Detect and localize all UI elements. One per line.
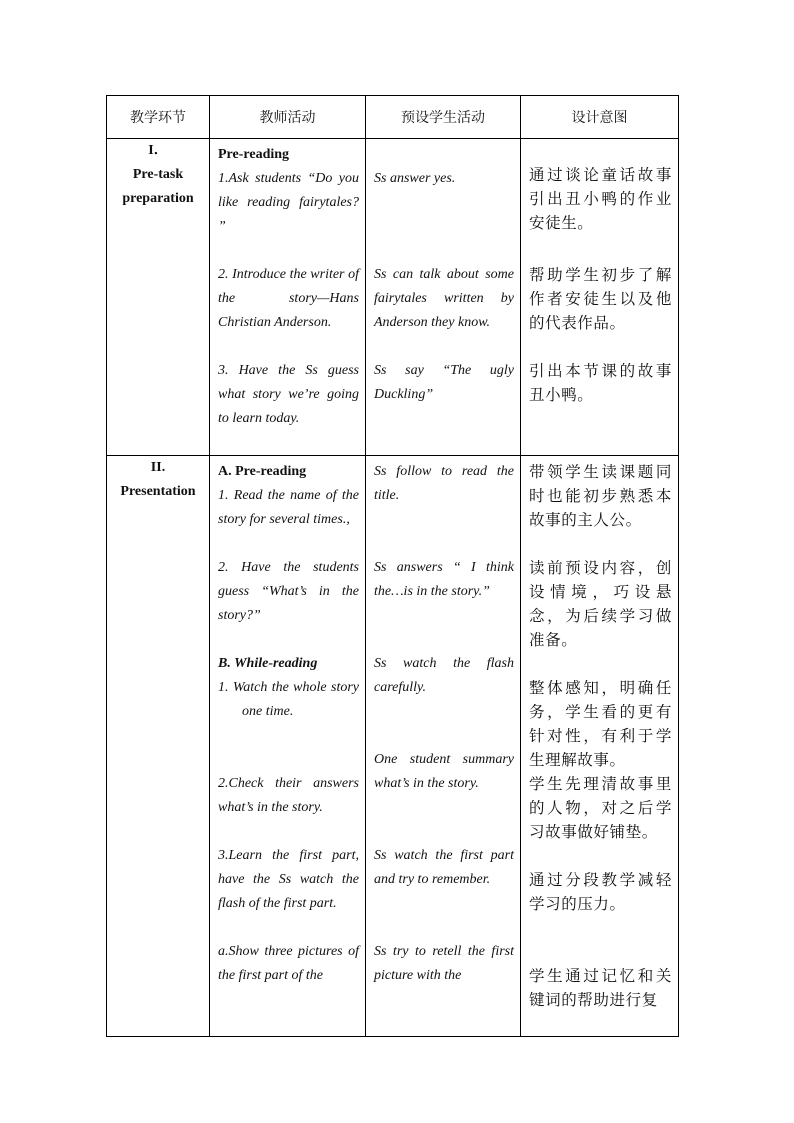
stage-label: preparation — [122, 191, 194, 206]
teacher-activity-cell — [210, 456, 366, 1037]
teacher-step: 1.Ask students “Do you like reading fairytales? ” — [218, 171, 359, 234]
teacher-step: 1. Read the name of the story for several times., — [218, 488, 359, 527]
stage-label: I． — [148, 143, 168, 158]
student-step: Ss follow to read the title. — [374, 464, 514, 503]
stage-cell-presentation — [107, 456, 210, 1037]
header-design-intent: 设计意图 — [521, 96, 679, 139]
intent-text: 引出本节课的故事丑小鸭。 — [529, 362, 672, 404]
section-heading: B. While-reading — [218, 656, 318, 671]
stage-label: Pre-task — [132, 167, 184, 182]
section-heading: Pre-reading — [218, 147, 290, 162]
student-step: Ss watch the flash carefully. — [374, 656, 514, 695]
intent-text: 学生通过记忆和关键词的帮助进行复 — [529, 967, 672, 1009]
student-step: One student summary what’s in the story. — [374, 752, 514, 791]
design-intent-cell — [521, 139, 679, 456]
student-step: Ss watch the first part and try to remember. — [374, 848, 514, 887]
intent-text: 帮助学生初步了解作者安徒生以及他的代表作品。 — [529, 266, 672, 332]
intent-text: 通过谈论童话故事引出丑小鸭的作业安徒生。 — [529, 166, 672, 232]
teacher-step: 2. Have the students guess “What’s in the story?” — [218, 560, 359, 623]
table-row-pre-task — [107, 139, 679, 456]
teacher-step: 2. Introduce the writer of the story—Hans Christian Anderson. — [218, 267, 359, 330]
student-activity-cell — [366, 456, 521, 1037]
intent-text: 带领学生读课题同时也能初步熟悉本故事的主人公。 — [529, 463, 672, 529]
teacher-step: 2.Check their answers what’s in the story. — [218, 776, 359, 815]
table-header-row — [107, 96, 679, 139]
intent-text: 整体感知，明确任务，学生看的更有针对性，有利于学生理解故事。 — [529, 679, 672, 769]
stage-label: Presentation — [120, 484, 196, 499]
student-step: Ss try to retell the first picture with the — [374, 944, 514, 983]
header-stage: 教学环节 — [107, 96, 210, 139]
teacher-step: 1. Watch the whole story one time. — [218, 680, 359, 719]
student-step: Ss answer yes. — [374, 171, 456, 186]
teacher-step: a.Show three pictures of the first part of the — [218, 944, 359, 983]
table-row-presentation — [107, 456, 679, 1037]
intent-text: 读前预设内容，创设情境，巧设悬念，为后续学习做准备。 — [529, 559, 672, 649]
student-activity-cell — [366, 139, 521, 456]
stage-label: II. — [150, 460, 166, 475]
teacher-step: 3. Have the Ss guess what story we’re going to learn today. — [218, 363, 359, 426]
stage-cell-pre-task — [107, 139, 210, 456]
design-intent-cell — [521, 456, 679, 1037]
intent-text: 通过分段教学减轻学习的压力。 — [529, 871, 672, 913]
section-heading: A. Pre-reading — [218, 464, 307, 479]
teacher-step: 3.Learn the first part, have the Ss watch the flash of the first part. — [218, 848, 359, 911]
teacher-activity-cell — [210, 139, 366, 456]
student-step: Ss say “The ugly Duckling” — [374, 363, 514, 402]
header-student-activity: 预设学生活动 — [366, 96, 521, 139]
student-step: Ss answers “ I think the…is in the story.” — [374, 560, 514, 599]
header-teacher-activity: 教师活动 — [210, 96, 366, 139]
student-step: Ss can talk about some fairytales written by Anderson they know. — [374, 267, 514, 330]
intent-text: 学生先理清故事里的人物，对之后学习故事做好铺垫。 — [529, 775, 672, 841]
lesson-plan-table — [106, 95, 679, 1037]
